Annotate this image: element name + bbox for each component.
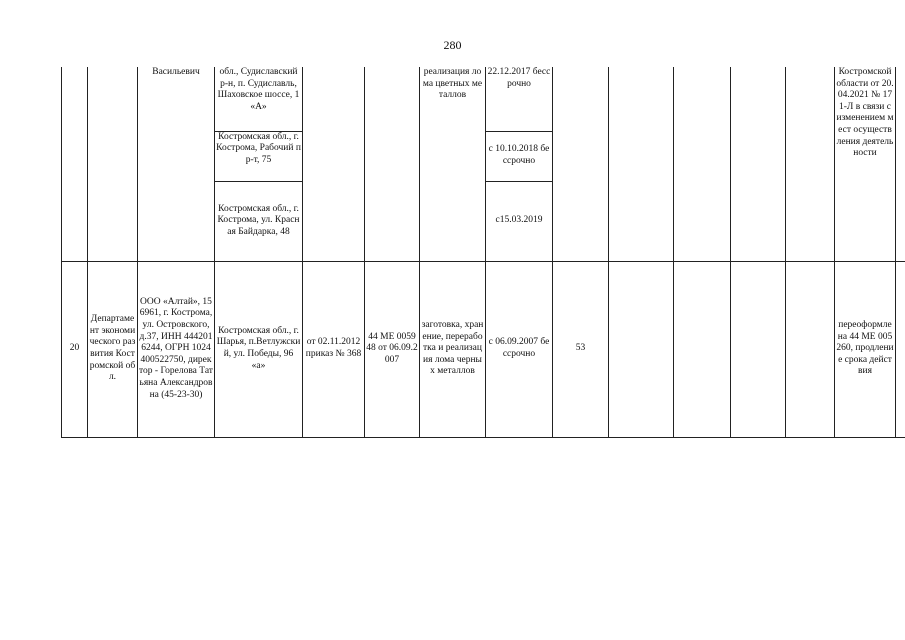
cell-license: 44 МЕ 005948 от 06.09.2007 <box>365 261 420 437</box>
cell-validity: с 06.09.2007 бессрочно <box>486 261 553 437</box>
cell-activity: заготовка, хранение, переработка и реализация лома черных металлов <box>420 261 486 437</box>
cell-note: Костромской области от 20.04.2021 № 171-Л в связи с изменением мест осуществления деятельности <box>835 67 896 261</box>
table-row <box>62 261 905 437</box>
table-row <box>62 67 905 131</box>
cell-empty <box>786 67 835 261</box>
cell-count: 53 <box>553 261 609 437</box>
cell-num <box>62 67 88 261</box>
cell-address: Костромская обл., г. Шарья, п.Ветлужский, ул. Победы, 96 «а» <box>215 261 303 437</box>
cell-license <box>365 67 420 261</box>
cell-activity: реализация лома цветных металлов <box>420 67 486 261</box>
cell-empty <box>674 67 731 261</box>
cell-empty <box>674 261 731 437</box>
cell-address: обл., Судиславский р-н, п. Судиславль, Шаховское шоссе, 1 «А» <box>215 67 303 131</box>
license-registry-table <box>61 67 905 438</box>
cell-empty <box>609 261 674 437</box>
cell-address: Костромская обл., г.Кострома, ул. Красная Байдарка, 48 <box>215 181 303 261</box>
page-number: 280 <box>443 38 462 52</box>
cell-empty <box>786 261 835 437</box>
cell-empty <box>609 67 674 261</box>
cell-date: с15.03.2019 <box>486 181 553 261</box>
cell-address: Костромская обл., г. Кострома, Рабочий пр-т, 75 <box>215 131 303 181</box>
cell-authority: Департамент экономического развития Костромской обл. <box>88 261 138 437</box>
cell-note: переоформлена 44 МЕ 005260, продление срока действия <box>835 261 896 437</box>
cell-name: Васильевич <box>138 67 215 261</box>
cell-num: 20 <box>62 261 88 437</box>
cell-company: ООО «Алтай», 156961, г. Кострома, ул. Островского, д.37, ИНН 4442016244, ОГРН 1024400522750, директор - Горелова Татьяна Александровна (45-23-30) <box>138 261 215 437</box>
cell-authority <box>88 67 138 261</box>
cell-count <box>553 67 609 261</box>
cell-empty <box>896 261 905 437</box>
cell-empty <box>896 67 905 261</box>
cell-empty <box>731 67 786 261</box>
cell-date: 22.12.2017 бессрочно <box>486 67 553 131</box>
cell-order: от 02.11.2012 приказ № 368 <box>303 261 365 437</box>
cell-date: с 10.10.2018 бессрочно <box>486 131 553 181</box>
cell-order <box>303 67 365 261</box>
cell-empty <box>731 261 786 437</box>
